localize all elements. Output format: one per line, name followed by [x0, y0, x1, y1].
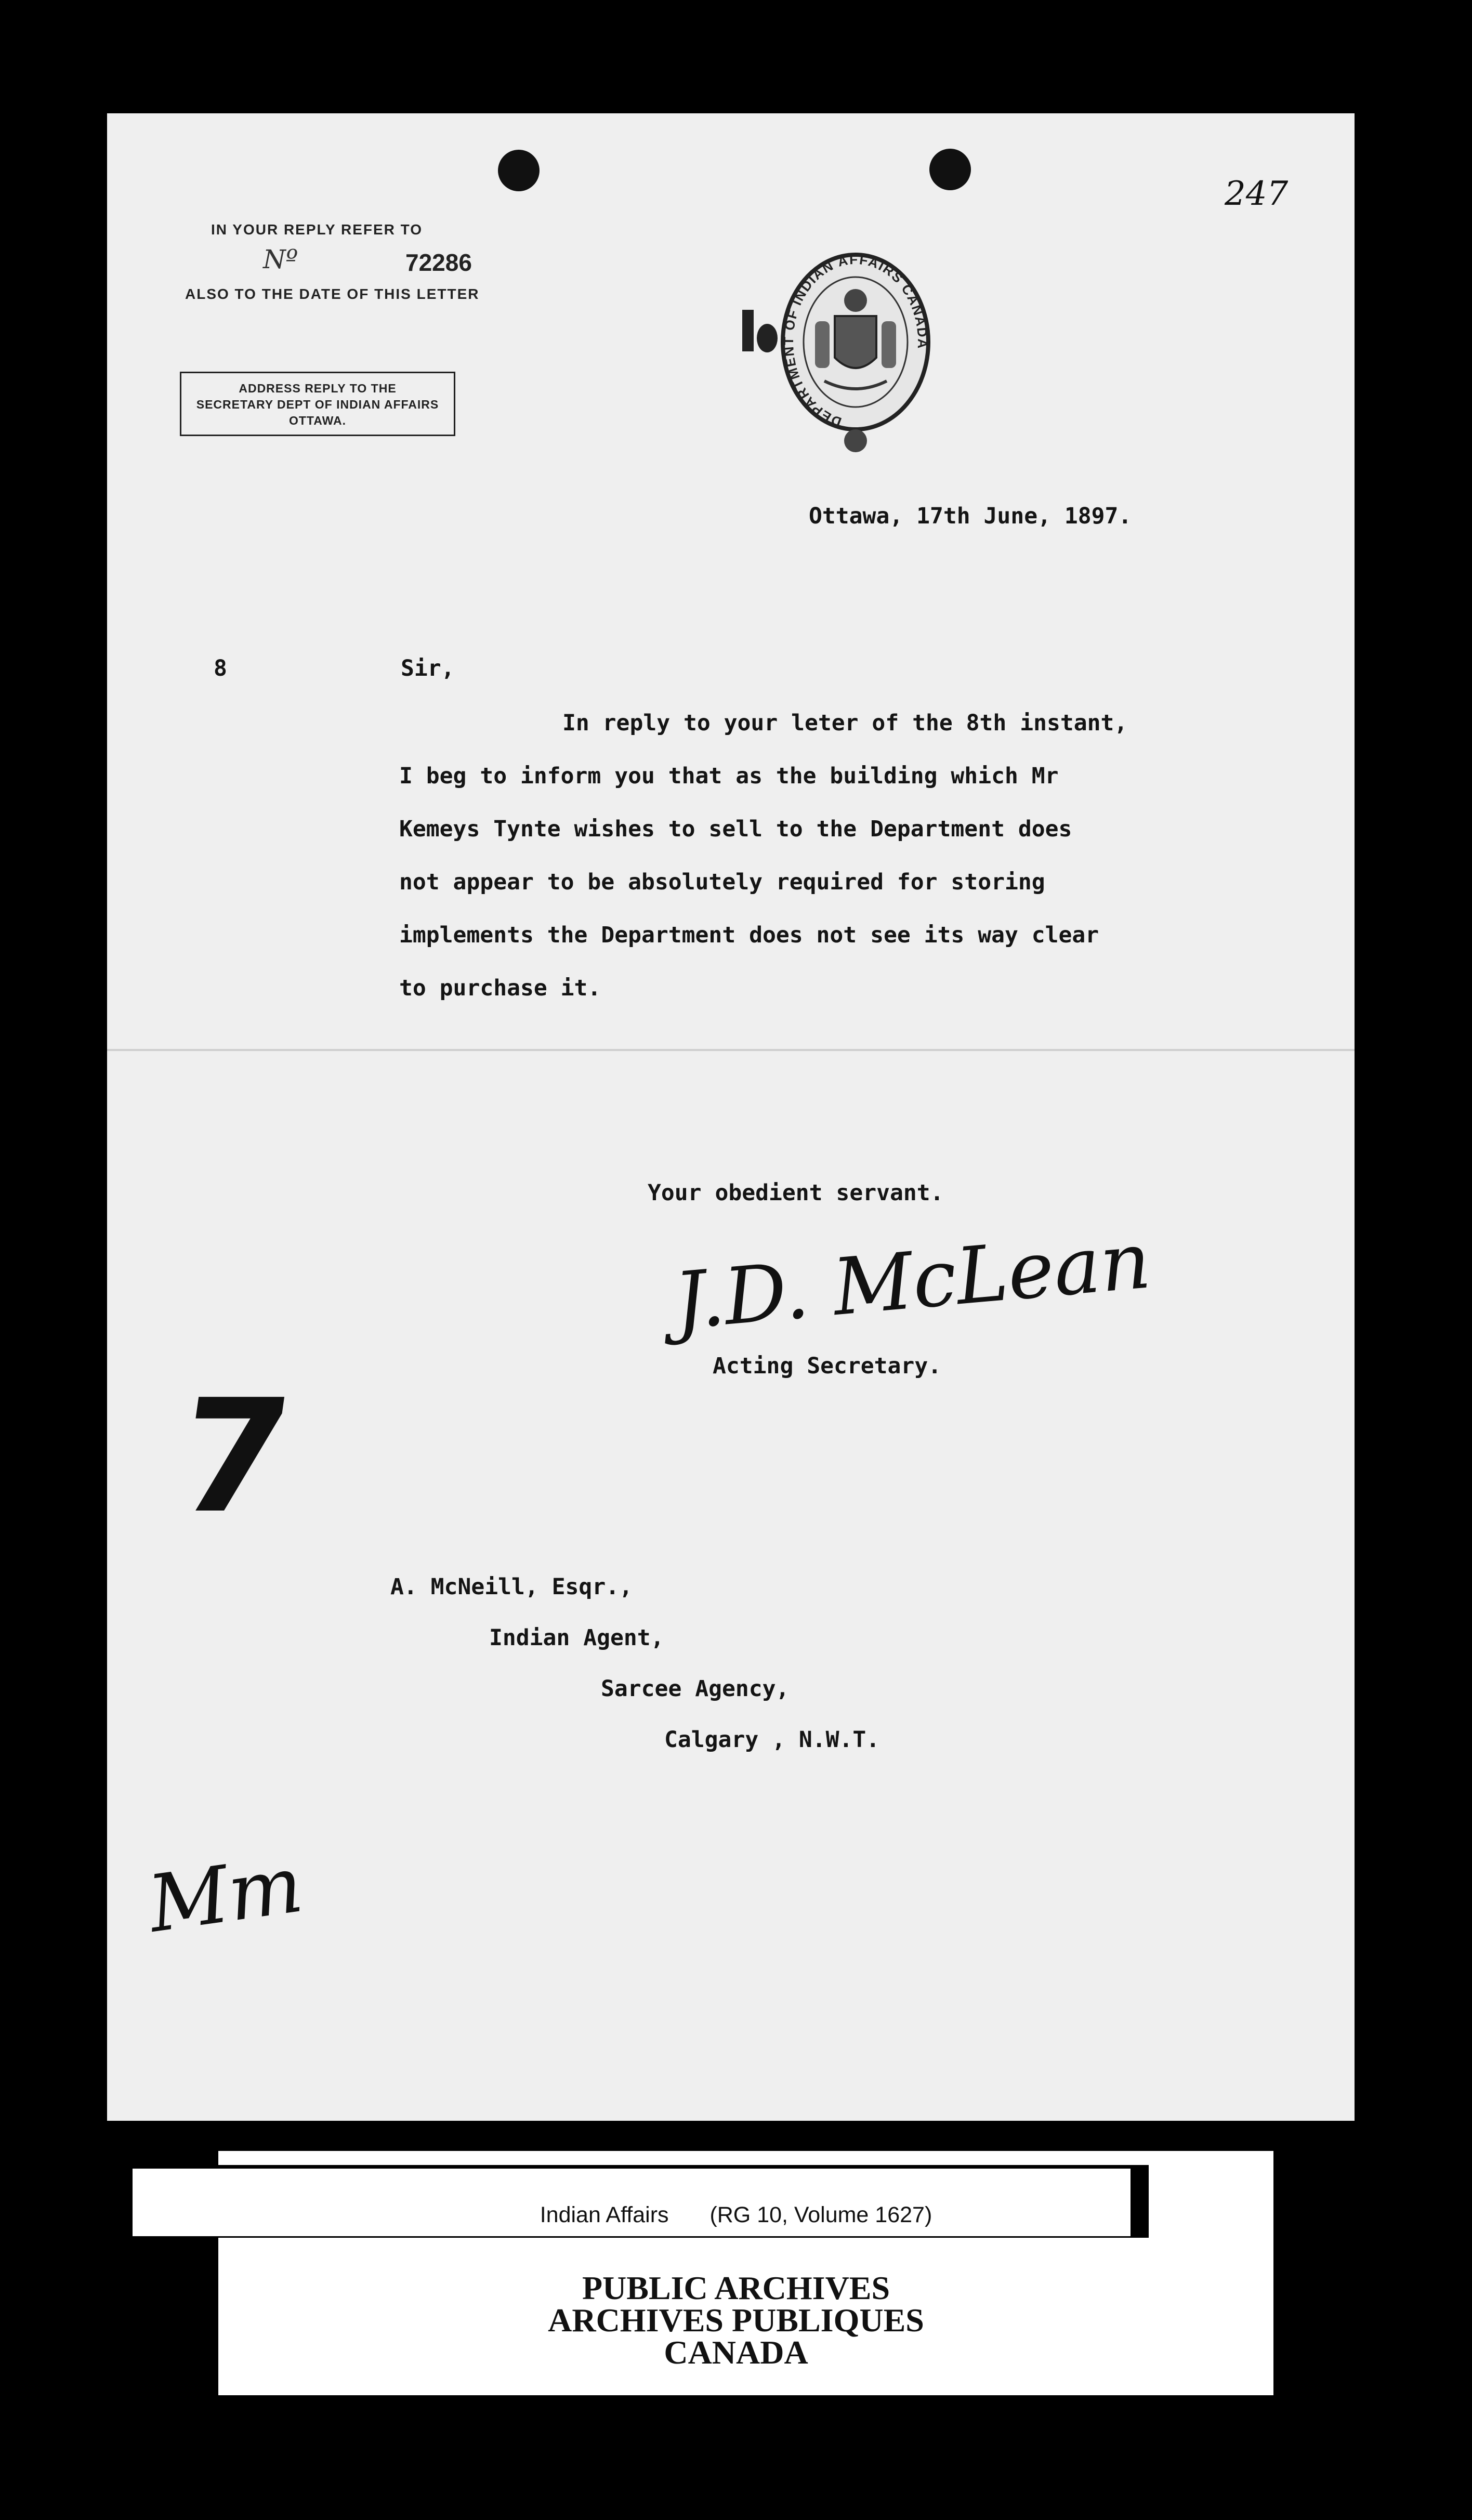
address-line: ADDRESS REPLY TO THE: [239, 382, 397, 395]
address-box: [180, 372, 455, 436]
body-line: Kemeys Tynte wishes to sell to the Department does: [399, 816, 1072, 842]
collection-name: Indian Affairs: [540, 2202, 669, 2227]
margin-mark: 7: [167, 1366, 301, 1547]
body-line: implements the Department does not see its way clear: [399, 922, 1099, 948]
reference-number: 72286: [405, 249, 472, 276]
recipient-line: A. McNeill, Esqr.,: [390, 1574, 633, 1600]
closing: Your obedient servant.: [648, 1180, 944, 1206]
address-line: SECRETARY DEPT OF INDIAN AFFAIRS: [196, 398, 439, 411]
body-line: In reply to your leter of the 8th instant,: [562, 710, 1128, 736]
salutation: Sir,: [401, 655, 455, 681]
volume-reference: (RG 10, Volume 1627): [709, 2202, 932, 2227]
archives-line: PUBLIC ARCHIVES: [582, 2269, 890, 2306]
page-number: 247: [1225, 175, 1289, 213]
punch-hole: [929, 149, 971, 190]
signatory-title: Acting Secretary.: [713, 1353, 942, 1379]
archive-reference: [0, 2202, 1472, 2228]
punch-hole: [498, 150, 540, 191]
number-prefix: Nº: [263, 244, 298, 274]
initials: Mm: [143, 1839, 308, 1950]
ink-mark: [742, 310, 754, 351]
archives-stamp: [0, 2269, 1472, 2371]
signature: J.D. McLean: [671, 1215, 1154, 1347]
date-line: Ottawa, 17th June, 1897.: [809, 503, 1132, 529]
margin-number: 8: [214, 655, 227, 681]
body-line: I beg to inform you that as the building which Mr: [399, 763, 1059, 789]
address-line: OTTAWA.: [288, 414, 347, 427]
body-line: to purchase it.: [399, 975, 601, 1001]
body-line: not appear to be absolutely required for storing: [399, 869, 1045, 895]
letter-page: [107, 113, 1355, 2121]
fold-line: [107, 1049, 1355, 1051]
recipient-line: Sarcee Agency,: [601, 1676, 790, 1702]
recipient-line: Indian Agent,: [489, 1625, 664, 1651]
department-seal: [778, 248, 934, 462]
recipient-line: Calgary , N.W.T.: [664, 1727, 880, 1753]
ink-mark: [757, 324, 778, 352]
archives-line: ARCHIVES PUBLIQUES: [548, 2302, 924, 2339]
archives-line: CANADA: [664, 2334, 808, 2371]
date-note: ALSO TO THE DATE OF THIS LETTER: [185, 286, 480, 302]
seal-text: DEPARTMENT OF INDIAN AFFAIRS CANADA: [780, 251, 931, 430]
reply-refer-label: IN YOUR REPLY REFER TO: [211, 221, 423, 238]
